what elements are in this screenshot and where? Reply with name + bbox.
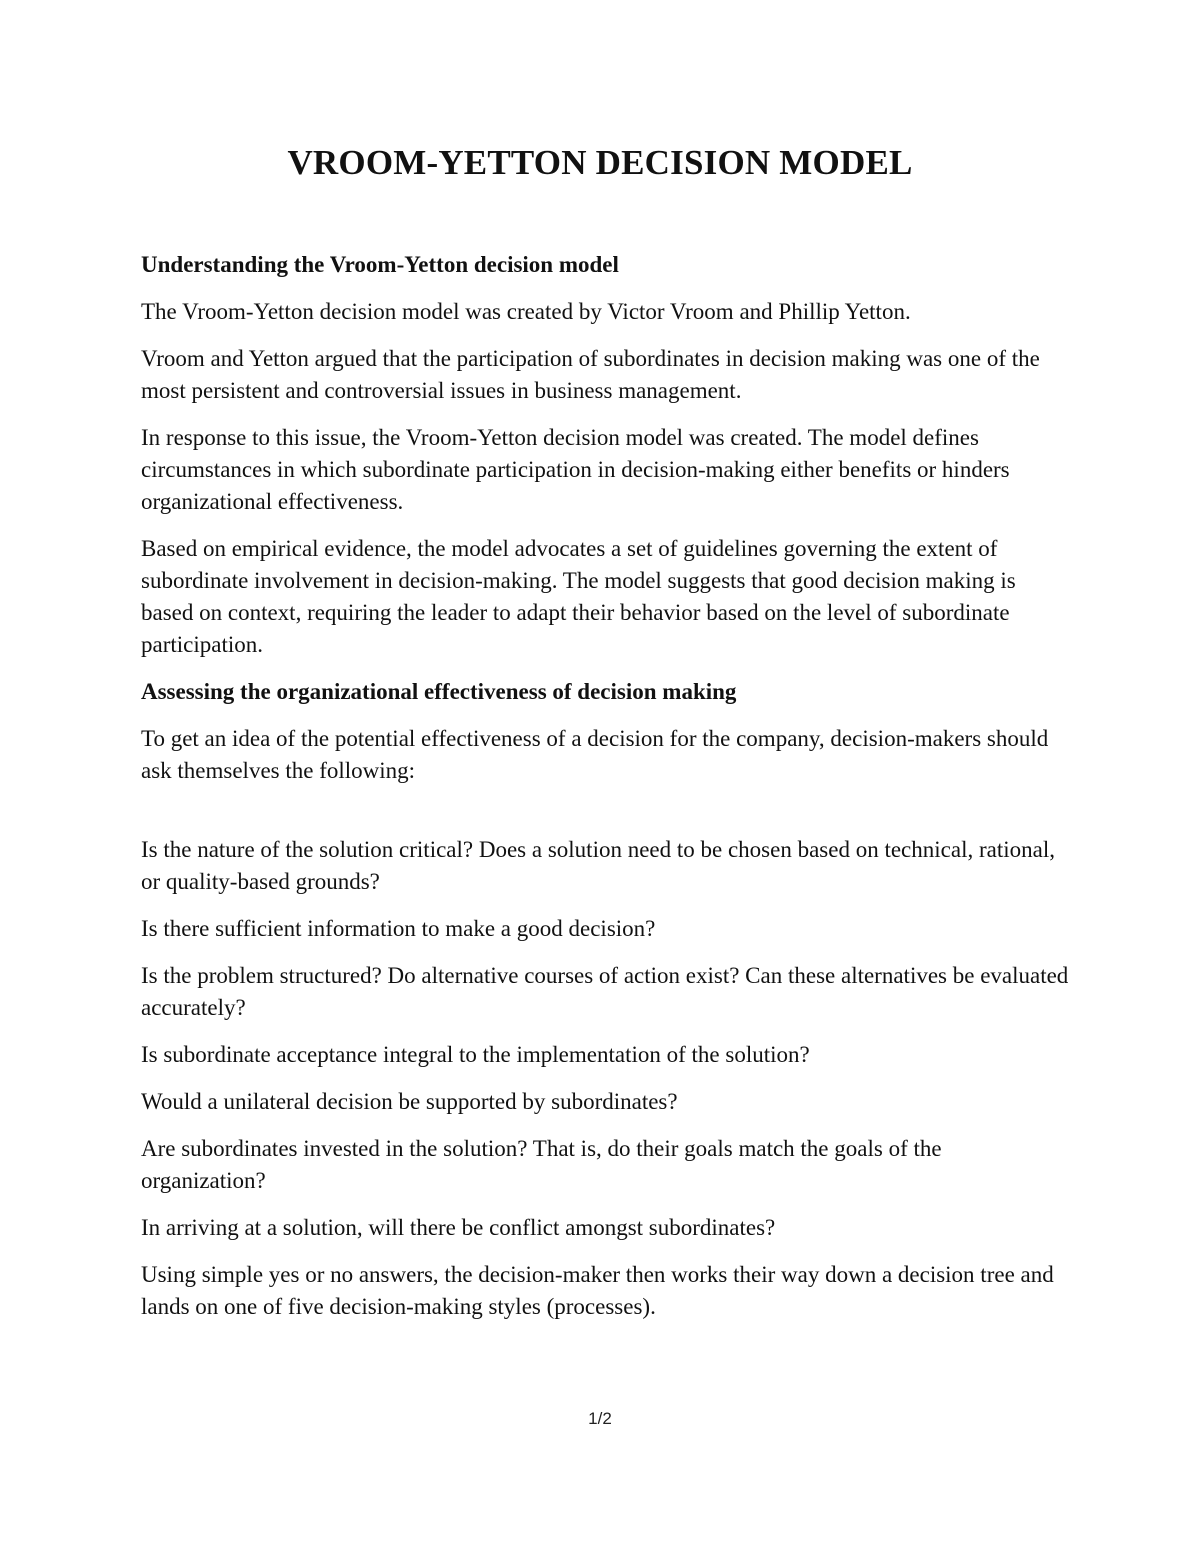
paragraph-model-purpose: In response to this issue, the Vroom-Yetton decision model was created. The model defines circumstances in which subordinate participation in decision-making either benefits or hinders organizational effectiveness.	[141, 425, 1010, 514]
paragraph-intro-questions: To get an idea of the potential effectiveness of a decision for the company, decision-makers should ask themselves the following:	[141, 726, 1049, 783]
document-title: VROOM-YETTON DECISION MODEL	[287, 143, 913, 182]
section-heading-understanding: Understanding the Vroom-Yetton decision model	[141, 252, 619, 277]
question-subordinates-invested: Are subordinates invested in the solution? That is, do their goals match the goals of the organization?	[141, 1136, 942, 1193]
question-unilateral-decision: Would a unilateral decision be supported by subordinates?	[141, 1089, 678, 1114]
paragraph-decision-tree: Using simple yes or no answers, the decision-maker then works their way down a decision tree and lands on one of five decision-making styles (processes).	[141, 1262, 1054, 1319]
document-body	[141, 249, 1071, 1338]
question-sufficient-information: Is there sufficient information to make a good decision?	[141, 916, 656, 941]
page-number: 1/2	[588, 1409, 612, 1428]
question-problem-structured: Is the problem structured? Do alternative courses of action exist? Can these alternatives be evaluated accurately?	[141, 963, 1069, 1020]
paragraph-creators: The Vroom-Yetton decision model was created by Victor Vroom and Phillip Yetton.	[141, 299, 911, 324]
question-subordinate-acceptance: Is subordinate acceptance integral to the implementation of the solution?	[141, 1042, 810, 1067]
question-conflict: In arriving at a solution, will there be conflict amongst subordinates?	[141, 1215, 776, 1240]
question-solution-critical: Is the nature of the solution critical? Does a solution need to be chosen based on technical, rational, or quality-based grounds?	[141, 837, 1055, 894]
paragraph-participation-issue: Vroom and Yetton argued that the participation of subordinates in decision making was one of the most persistent and controversial issues in business management.	[141, 346, 1040, 403]
paragraph-empirical-evidence: Based on empirical evidence, the model advocates a set of guidelines governing the extent of subordinate involvement in decision-making. The model suggests that good decision making is based on context, requiring the leader to adapt their behavior based on the level of subordinate participation.	[141, 536, 1016, 657]
section-heading-assessing: Assessing the organizational effectiveness of decision making	[141, 679, 737, 704]
